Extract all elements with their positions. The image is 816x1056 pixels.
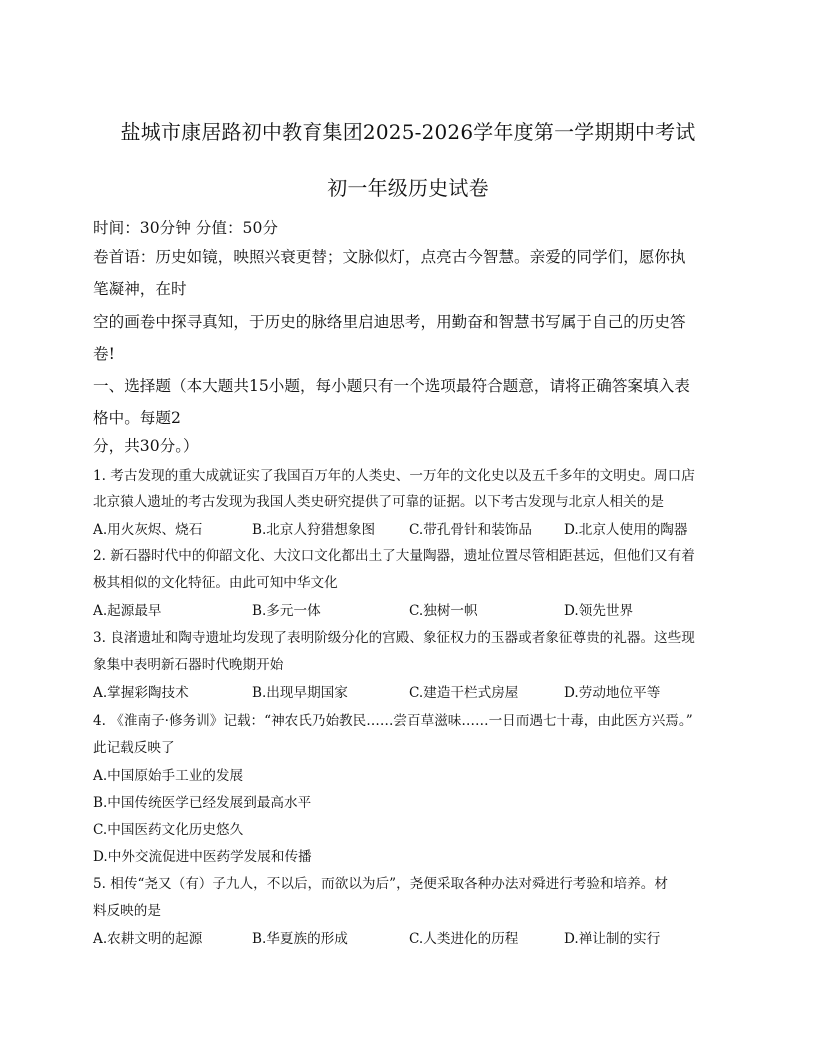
exam-title: 盐城市康居路初中教育集团2025-2026学年度第一学期期中考试 <box>120 120 696 144</box>
question-stem-line: 1. 考古发现的重大成就证实了我国百万年的人类史、一万年的文化史以及五千多年的文明史。周口店 <box>93 468 695 484</box>
option-c: C.人类进化的历程 <box>409 931 519 947</box>
option-d: D.领先世界 <box>564 603 634 619</box>
option-c: C.独树一帜 <box>409 603 478 619</box>
question-stem-line: 3. 良渚遗址和陶寺遗址均发现了表明阶级分化的宫殿、象征权力的玉器或者象征尊贵的礼器。这些现 <box>93 630 695 646</box>
option-b: B.出现早期国家 <box>252 685 348 701</box>
question-stem-line: 2. 新石器时代中的仰韶文化、大汶口文化都出土了大量陶器，遗址位置尽管相距甚远，但他们又有着 <box>93 548 695 564</box>
option-d: D.禅让制的实行 <box>564 931 661 947</box>
option-c: C.建造干栏式房屋 <box>409 685 519 701</box>
option-a: A.用火灰烬、烧石 <box>93 522 203 538</box>
section-heading: 分，共30分。） <box>93 437 199 455</box>
section-heading: 一、选择题（本大题共15小题，每小题只有一个选项最符合题意，请将正确答案填入表 <box>93 377 690 395</box>
question-stem-line: 此记载反映了 <box>93 740 175 756</box>
option-b: B.中国传统医学已经发展到最高水平 <box>93 795 312 811</box>
option-b: B.华夏族的形成 <box>252 931 348 947</box>
question-stem-line: 北京猿人遗址的考古发现为我国人类史研究提供了可靠的证据。以下考古发现与北京人相关的是 <box>93 494 664 510</box>
question-stem-line: 4. 《淮南子·修务训》记载：“神农氏乃始教民……尝百草滋味……一日而遇七十毒，由此医方兴焉。” <box>93 713 693 729</box>
option-a: A.掌握彩陶技术 <box>93 685 189 701</box>
preface-line: 卷首语：历史如镜，映照兴衰更替；文脉似灯，点亮古今智慧。亲爱的同学们，愿你执 <box>93 248 686 266</box>
question-stem-line: 象集中表明新石器时代晚期开始 <box>93 657 284 673</box>
preface-line: 笔凝神，在时 <box>93 280 187 298</box>
exam-subtitle: 初一年级历史试卷 <box>327 176 489 200</box>
option-c: C.带孔骨针和装饰品 <box>409 522 532 538</box>
question-stem-line: 料反映的是 <box>93 903 161 919</box>
option-c: C.中国医药文化历史悠久 <box>93 822 244 838</box>
question-stem-line: 极其相似的文化特征。由此可知中华文化 <box>93 575 338 591</box>
option-a: A.农耕文明的起源 <box>93 931 203 947</box>
time-score-info: 时间：30分钟 分值：50分 <box>93 219 278 237</box>
option-d: D.中外交流促进中医药学发展和传播 <box>93 849 312 865</box>
section-heading: 格中。每题2 <box>93 409 181 427</box>
question-stem-line: 5. 相传“尧又（有）子九人，不以后，而欲以为后”，尧便采取各种办法对舜进行考验和培养。材 <box>93 876 668 892</box>
option-a: A.起源最早 <box>93 603 162 619</box>
option-b: B.北京人狩猎想象图 <box>252 522 376 538</box>
option-d: D.劳动地位平等 <box>564 685 661 701</box>
preface-line: 空的画卷中探寻真知，于历史的脉络里启迪思考，用勤奋和智慧书写属于自己的历史答 <box>93 313 686 331</box>
option-b: B.多元一体 <box>252 603 321 619</box>
option-d: D.北京人使用的陶器 <box>564 522 688 538</box>
option-a: A.中国原始手工业的发展 <box>93 768 244 784</box>
preface-line: 卷! <box>93 345 115 363</box>
